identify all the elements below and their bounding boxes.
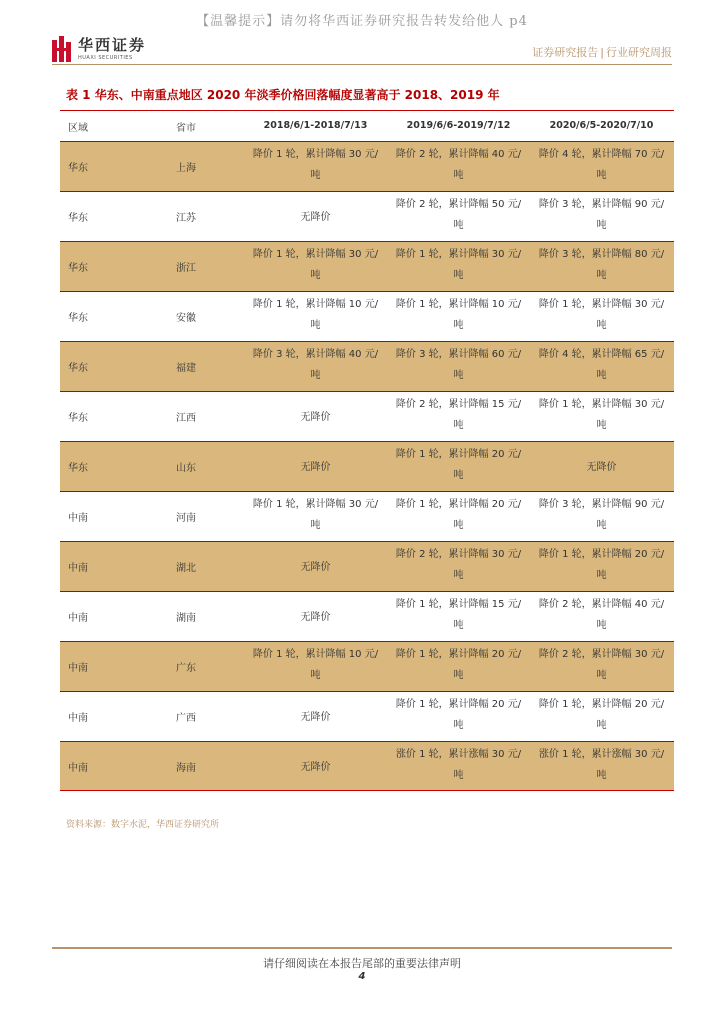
cell-2019: 降价 1 轮，累计降幅 15 元/吨	[395, 599, 522, 631]
cell-2018: 降价 1 轮，累计降幅 30 元/吨	[252, 499, 379, 531]
cell-2019: 降价 1 轮，累计降幅 20 元/吨	[395, 699, 522, 731]
cell-2020: 降价 3 轮，累计降幅 80 元/吨	[538, 249, 665, 281]
province-cell: 海南	[176, 762, 196, 774]
table-source: 资料来源：数字水泥，华西证券研究所	[66, 820, 220, 830]
cell-2019: 降价 1 轮，累计降幅 30 元/吨	[395, 249, 522, 281]
logo-english-name: HUAXI SECURITIES	[78, 54, 133, 61]
cell-2020: 涨价 1 轮，累计涨幅 30 元/吨	[538, 749, 665, 781]
cell-2019: 降价 1 轮，累计降幅 20 元/吨	[395, 449, 522, 481]
cell-2020: 降价 1 轮，累计降幅 20 元/吨	[538, 699, 665, 731]
cell-2019: 降价 2 轮，累计降幅 50 元/吨	[395, 199, 522, 231]
cell-2018: 无降价	[300, 761, 331, 773]
region-cell: 华东	[68, 313, 88, 324]
cell-2020: 降价 1 轮，累计降幅 30 元/吨	[538, 399, 665, 431]
logo-chinese-name: 华西证券	[78, 35, 147, 54]
report-type-header	[532, 44, 672, 60]
page-number: 4	[358, 971, 366, 982]
table-body	[60, 141, 674, 791]
header-rule	[52, 64, 672, 65]
header-2019: 2019/6/6-2019/7/12	[406, 120, 511, 131]
region-cell: 华东	[68, 363, 88, 374]
cell-2020: 降价 1 轮，累计降幅 20 元/吨	[538, 549, 665, 581]
table-row	[60, 241, 674, 291]
table-row	[60, 441, 674, 491]
province-cell: 山东	[176, 463, 196, 474]
price-cut-table	[60, 110, 674, 791]
cell-2019: 降价 1 轮，累计降幅 20 元/吨	[395, 649, 522, 681]
region-cell: 中南	[68, 513, 88, 524]
cell-2018: 降价 1 轮，累计降幅 10 元/吨	[252, 649, 379, 681]
region-cell: 中南	[68, 563, 88, 574]
cell-2020: 降价 3 轮，累计降幅 90 元/吨	[538, 499, 665, 531]
province-cell: 江西	[176, 413, 196, 424]
cell-2018: 降价 3 轮，累计降幅 40 元/吨	[252, 349, 379, 381]
region-cell: 华东	[68, 213, 88, 224]
header-province: 省市	[176, 122, 196, 134]
footer-rule	[52, 947, 672, 949]
huaxi-logo-icon	[52, 36, 72, 62]
watermark-notice: 【温馨提示】请勿将华西证券研究报告转发给他人 p4	[196, 14, 528, 29]
province-cell: 河南	[176, 513, 196, 524]
region-cell: 华东	[68, 263, 88, 274]
cell-2020: 降价 4 轮，累计降幅 65 元/吨	[538, 349, 665, 381]
table-row	[60, 141, 674, 191]
province-cell: 安徽	[176, 313, 196, 324]
table-row	[60, 591, 674, 641]
province-cell: 广西	[176, 713, 196, 724]
table-header-row	[60, 111, 674, 141]
cell-2019: 降价 1 轮，累计降幅 20 元/吨	[395, 499, 522, 531]
table-title: 表 1 华东、中南重点地区 2020 年淡季价格回落幅度显著高于 2018、2019 年	[66, 88, 500, 102]
table-row	[60, 391, 674, 441]
cell-2020: 降价 2 轮，累计降幅 30 元/吨	[538, 649, 665, 681]
cell-2020: 降价 1 轮，累计降幅 30 元/吨	[538, 299, 665, 331]
report-subcategory: 行业研究周报	[606, 46, 672, 59]
header-2020: 2020/6/5-2020/7/10	[549, 120, 654, 131]
cell-2018: 无降价	[300, 562, 331, 573]
region-cell: 中南	[68, 613, 88, 624]
cell-2018: 无降价	[300, 612, 331, 623]
province-cell: 江苏	[176, 213, 196, 224]
province-cell: 湖北	[176, 563, 196, 574]
cell-2019: 降价 3 轮，累计降幅 60 元/吨	[395, 349, 522, 381]
province-cell: 福建	[176, 363, 196, 374]
table-row	[60, 641, 674, 691]
legal-notice: 请仔细阅读在本报告尾部的重要法律声明	[263, 957, 461, 970]
cell-2018: 降价 1 轮，累计降幅 10 元/吨	[252, 299, 379, 331]
report-category: 证券研究报告	[532, 46, 599, 59]
table-row	[60, 341, 674, 391]
cell-2020: 降价 3 轮，累计降幅 90 元/吨	[538, 199, 665, 231]
cell-2018: 无降价	[300, 412, 331, 423]
cell-2020: 降价 2 轮，累计降幅 40 元/吨	[538, 599, 665, 631]
province-cell: 广东	[176, 663, 196, 674]
region-cell: 中南	[68, 713, 88, 724]
cell-2018: 无降价	[300, 462, 331, 473]
region-cell: 中南	[68, 663, 88, 674]
region-cell: 华东	[68, 413, 88, 424]
cell-2020: 降价 4 轮，累计降幅 70 元/吨	[538, 149, 665, 181]
cell-2020: 无降价	[586, 462, 617, 473]
header-region: 区域	[68, 122, 88, 134]
cell-2019: 降价 2 轮，累计降幅 30 元/吨	[395, 549, 522, 581]
table-row	[60, 541, 674, 591]
table-row	[60, 191, 674, 241]
cell-2018: 降价 1 轮，累计降幅 30 元/吨	[252, 149, 379, 181]
region-cell: 华东	[68, 463, 88, 474]
cell-2019: 降价 2 轮，累计降幅 40 元/吨	[395, 149, 522, 181]
province-cell: 浙江	[176, 263, 196, 274]
table-row	[60, 491, 674, 541]
table-row	[60, 691, 674, 741]
cell-2018: 无降价	[300, 212, 331, 223]
header-separator: |	[600, 46, 604, 59]
header-2018: 2018/6/1-2018/7/13	[263, 120, 368, 131]
cell-2019: 降价 2 轮，累计降幅 15 元/吨	[395, 399, 522, 431]
region-cell: 华东	[68, 163, 88, 174]
table-row	[60, 741, 674, 791]
cell-2018: 降价 1 轮，累计降幅 30 元/吨	[252, 249, 379, 281]
province-cell: 上海	[176, 163, 196, 174]
region-cell: 中南	[68, 762, 88, 774]
table-row	[60, 291, 674, 341]
cell-2018: 无降价	[300, 712, 331, 723]
cell-2019: 涨价 1 轮，累计涨幅 30 元/吨	[395, 749, 522, 781]
province-cell: 湖南	[176, 613, 196, 624]
cell-2019: 降价 1 轮，累计降幅 10 元/吨	[395, 299, 522, 331]
company-logo	[52, 34, 146, 64]
